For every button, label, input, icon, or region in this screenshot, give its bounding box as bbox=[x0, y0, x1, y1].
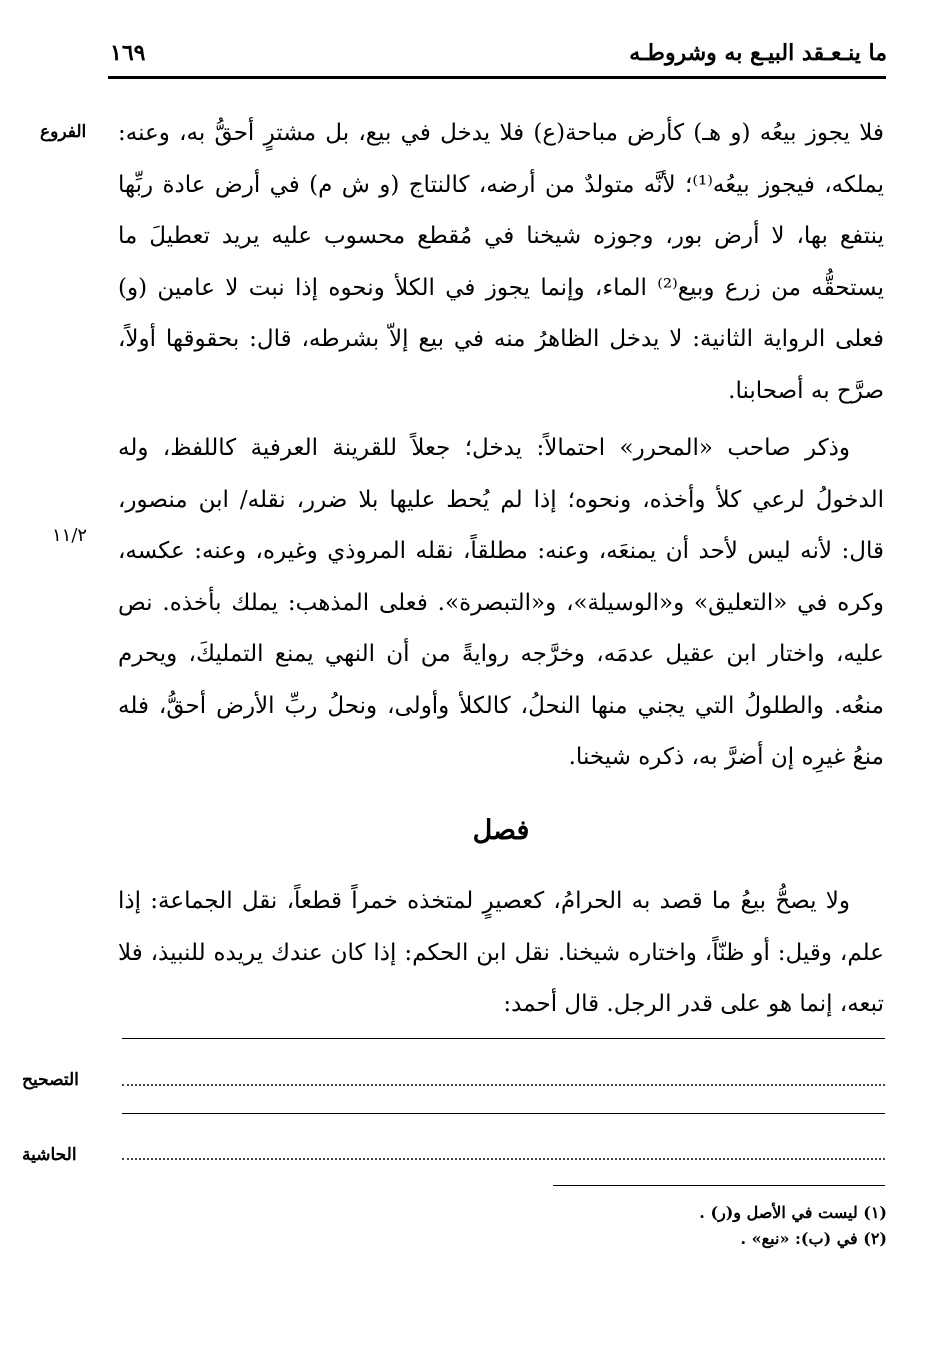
paragraph-2: وذكر صاحب «المحرر» احتمالاً: يدخل؛ جعلاً للقرينة العرفية كاللفظ، وله الدخولُ لرعي كلأ وأخذه، ونحوه؛ إذا لم يُحط عليها بلا ضرر، نقله/ ابن منصور، قال: لأنه ليس لأحد أن يمنعَه، وعنه: مطلقاً، نقله المروذي وغيره، وعنه: عكسه، وكره في «التعليق» و«الوسيلة»، و«التبصرة». فعلى المذهب: يملك بأخذه. نص عليه، واختار ابن عقيل عدمَه، وخرَّجه روايةً من أن النهي يمنع التمليكَ، ويحرم منعُه. والطلولُ التي يجني منها النحلُ، كالكلأ وأولى، ونحلُ ربِّ الأرض أحقُّ، فله منعُ غيرِه إن أضرَّ به، ذكره شيخنا. bbox=[118, 435, 884, 770]
divider-rule bbox=[122, 1113, 885, 1114]
page-number: ١٦٩ bbox=[110, 40, 146, 66]
gloss-label: الحاشية bbox=[22, 1145, 77, 1165]
running-head: ما ينـعـقد البيـع به وشروطـه bbox=[629, 40, 887, 66]
correction-line bbox=[122, 1084, 885, 1086]
footnotes bbox=[387, 1200, 887, 1252]
paragraph-1: فلا يجوز بيعُه (و هـ) كأرض مباحة(ع) فلا يدخل في بيع، بل مشترٍ أحقُّ به، وعنه: يملكه، فيجوز بيعُه⁽¹⁾؛ لأنَّه متولدٌ من أرضه، كالنتاج (و ش م) في أرض عادة ربِّها ينتفع بها، لا أرض بور، وجوزه شيخنا في مُقطع محسوب عليه يريد تعطيلَ ما يستحقُّه من زرع وبيع⁽²⁾ الماء، وإنما يجوز في الكلأ ونحوه إذا نبت لا عامين (و) فعلى الرواية الثانية: لا يدخل الظاهرُ منه في بيع إلاّ بشرطه، قال: بحقوقها أولاً، صرَّح به أصحابنا. bbox=[118, 120, 884, 404]
footnote-1: (١) ليست في الأصل و(ر) . bbox=[699, 1203, 887, 1222]
gloss-line bbox=[122, 1158, 885, 1160]
footnote-rule bbox=[553, 1185, 885, 1186]
header-rule bbox=[108, 76, 886, 79]
divider-rule bbox=[122, 1038, 885, 1039]
correction-label: التصحيح bbox=[22, 1070, 79, 1090]
main-text bbox=[118, 108, 884, 784]
section-heading: فصل bbox=[472, 815, 530, 846]
section-text bbox=[118, 876, 884, 1031]
footnote-2: (٢) في (ب): «نبع» . bbox=[740, 1229, 887, 1248]
volume-reference: ١١/٢ bbox=[52, 525, 88, 546]
book-label: الفروع bbox=[40, 122, 87, 142]
section-paragraph: ولا يصحُّ بيعُ ما قصد به الحرامُ، كعصيرٍ لمتخذه خمراً قطعاً، نقل الجماعة: إذا علم، وقيل: أو ظنّاً، واختاره شيخنا. نقل ابن الحكم: إذا كان عندك يريده للنبيذ، فلا تبعه، إنما هو على قدر الرجل. قال أحمد: bbox=[118, 888, 884, 1017]
